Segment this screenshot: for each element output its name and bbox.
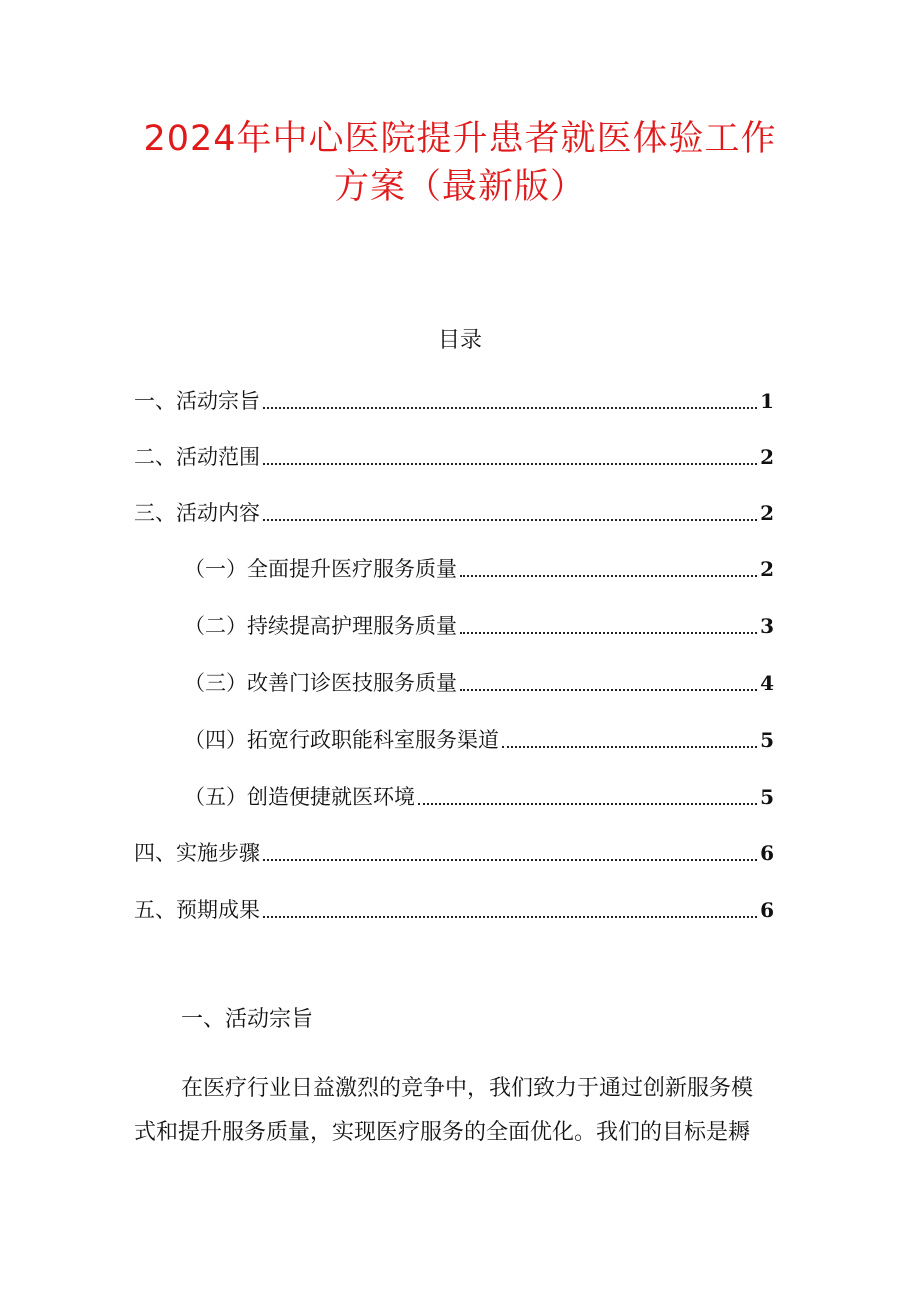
toc-entry-page: 2 — [760, 445, 774, 469]
toc-entry-page: 3 — [760, 614, 774, 638]
toc-entry-label: （一）全面提升医疗服务质量 — [184, 557, 457, 581]
document-title-line1: 2024年中心医院提升患者就医体验工作 — [143, 119, 777, 159]
toc-entry-page: 1 — [760, 389, 774, 413]
toc-heading: 目录 — [437, 328, 482, 353]
toc-entry-page: 2 — [760, 557, 774, 581]
toc-entry-label: 五、预期成果 — [134, 898, 260, 922]
toc-entry[interactable] — [134, 834, 774, 868]
toc-entry[interactable] — [134, 438, 774, 472]
toc-entry-page: 2 — [760, 501, 774, 525]
toc-entry-page: 5 — [760, 728, 774, 752]
toc-entry-label: 四、实施步骤 — [134, 841, 260, 865]
toc-entry-page: 5 — [760, 785, 774, 809]
toc-leader-dots — [263, 858, 757, 861]
toc-leader-dots — [460, 688, 757, 691]
toc-entry[interactable] — [184, 664, 774, 698]
toc-entry-label: （二）持续提高护理服务质量 — [184, 614, 457, 638]
toc-leader-dots — [263, 406, 757, 409]
toc-entry[interactable] — [184, 550, 774, 584]
toc-leader-dots — [263, 518, 757, 521]
toc-leader-dots — [263, 462, 757, 465]
toc-entry[interactable] — [134, 494, 774, 528]
body-paragraph-line: 在医疗行业日益激烈的竞争中，我们致力于通过创新服务模 — [181, 1076, 754, 1101]
toc-leader-dots — [418, 802, 757, 805]
body-paragraph-line: 式和提升服务质量，实现医疗服务的全面优化。我们的目标是耨 — [134, 1120, 751, 1145]
section-heading: 一、活动宗旨 — [181, 1007, 314, 1032]
toc-entry-label: （四）拓宽行政职能科室服务渠道 — [184, 728, 499, 752]
toc-leader-dots — [263, 915, 757, 918]
toc-entry[interactable] — [184, 721, 774, 755]
toc-leader-dots — [502, 745, 757, 748]
toc-entry-label: 三、活动内容 — [134, 501, 260, 525]
toc-entry-label: （三）改善门诊医技服务质量 — [184, 671, 457, 695]
toc-entry[interactable] — [184, 607, 774, 641]
toc-entry[interactable] — [134, 382, 774, 416]
toc-leader-dots — [460, 574, 757, 577]
toc-entry[interactable] — [184, 778, 774, 812]
toc-entry-page: 6 — [760, 841, 774, 865]
document-title-line2: 方案（最新版） — [333, 167, 586, 207]
toc-entry-label: 一、活动宗旨 — [134, 389, 260, 413]
toc-entry-label: （五）创造便捷就医环境 — [184, 785, 415, 809]
toc-entry-page: 6 — [760, 898, 774, 922]
toc-entry[interactable] — [134, 891, 774, 925]
toc-entry-page: 4 — [760, 671, 774, 695]
toc-leader-dots — [460, 631, 757, 634]
toc-entry-label: 二、活动范围 — [134, 445, 260, 469]
